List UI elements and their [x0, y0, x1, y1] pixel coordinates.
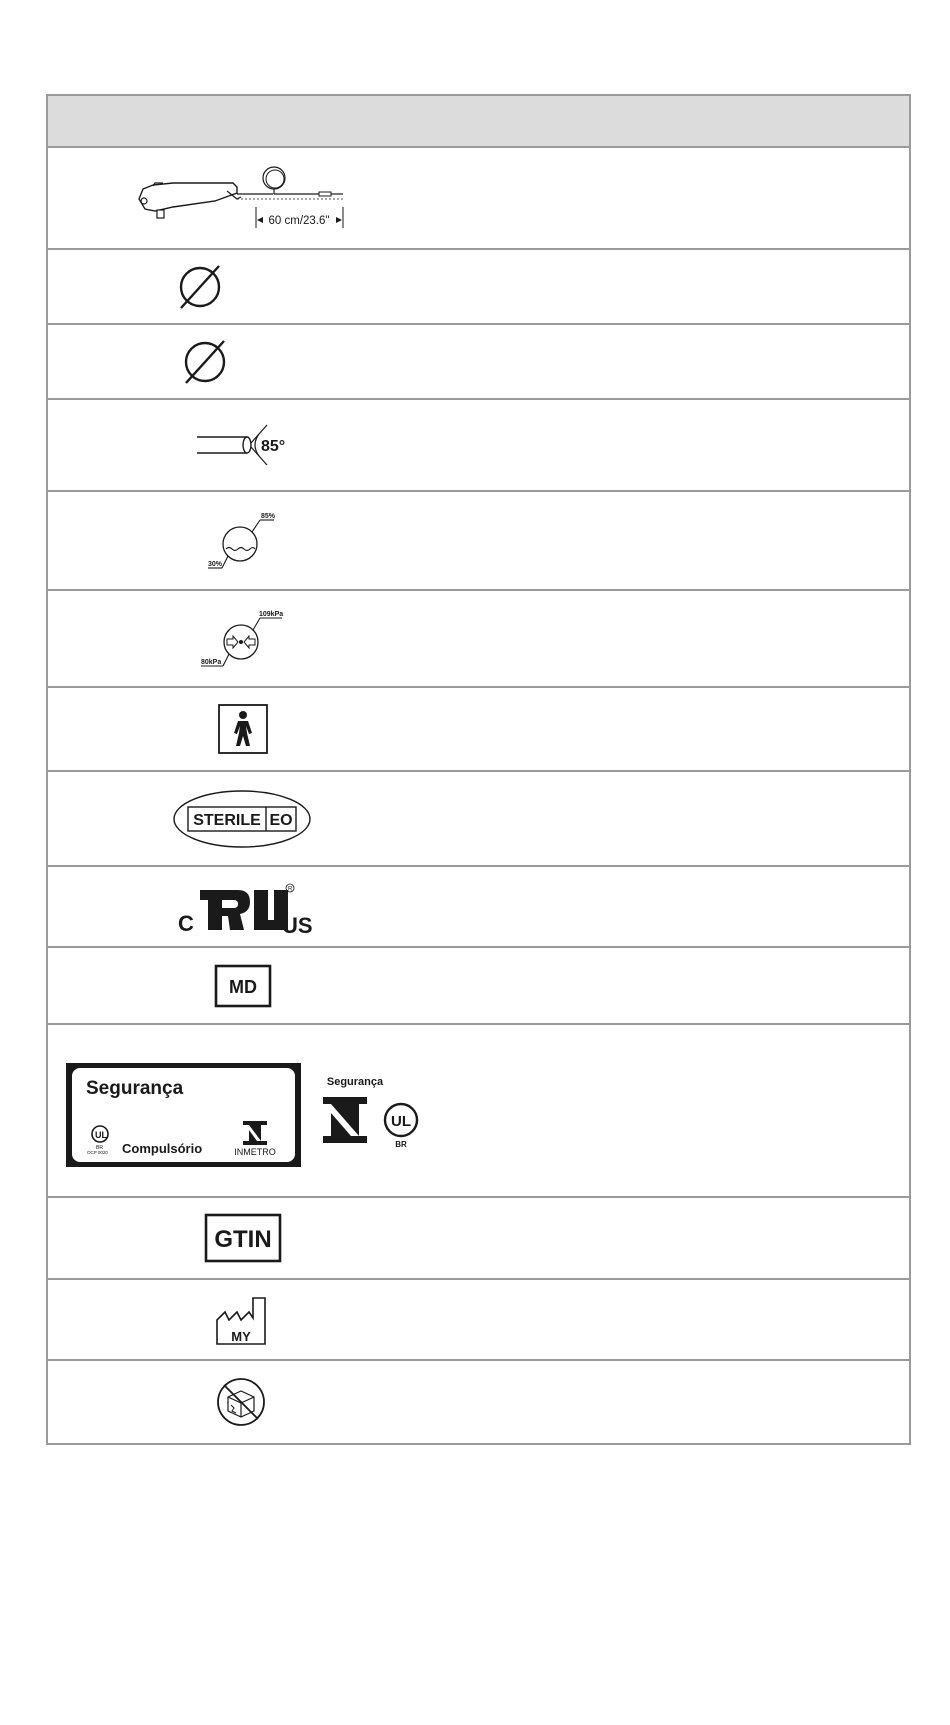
table-row — [48, 146, 909, 248]
table-row — [48, 865, 909, 946]
do-not-use-if-package-damaged-icon — [214, 1361, 268, 1443]
svg-text:OCP 0020: OCP 0020 — [87, 1149, 108, 1155]
handpiece-cable-length-icon — [133, 148, 363, 248]
cul-us-label: US — [282, 912, 313, 938]
symbols-table — [46, 94, 911, 1445]
table-header — [48, 96, 909, 146]
cul-us-mark-icon — [178, 867, 313, 946]
md-label: MD — [229, 976, 257, 997]
table-row — [48, 1359, 909, 1443]
country-code-label: MY — [231, 1328, 251, 1344]
table-row — [48, 398, 909, 490]
inmetro-mark-icon — [65, 1025, 425, 1196]
cul-c-label: C — [178, 910, 194, 936]
view-angle-icon — [195, 400, 295, 490]
table-row — [48, 1196, 909, 1278]
table-row — [48, 490, 909, 589]
cable-length-label: 60 cm/23.6" — [268, 215, 330, 227]
humidity-limit-icon — [208, 492, 288, 589]
gtin-icon — [203, 1198, 283, 1278]
eo-label: EO — [269, 811, 293, 829]
view-angle-label: 85° — [261, 438, 286, 455]
svg-text:UL: UL — [95, 1129, 107, 1140]
table-row — [48, 323, 909, 398]
humidity-lower-label: 30% — [208, 560, 223, 568]
table-row — [48, 589, 909, 686]
table-row — [48, 946, 909, 1023]
table-row — [48, 1023, 909, 1196]
table-row — [48, 248, 909, 323]
gtin-label: GTIN — [214, 1226, 272, 1253]
seguranca-small-title: Segurança — [326, 1075, 384, 1088]
type-bf-applied-part-icon — [216, 688, 270, 770]
pressure-lower-label: 80kPa — [201, 658, 222, 666]
svg-text:UL: UL — [391, 1112, 411, 1130]
table-row — [48, 686, 909, 770]
diameter-icon — [175, 250, 225, 323]
table-row — [48, 1278, 909, 1359]
table-row — [48, 770, 909, 865]
sterile-label: STERILE — [193, 811, 261, 829]
sterile-eo-icon — [172, 772, 312, 865]
country-of-manufacture-icon — [213, 1280, 273, 1359]
diameter-icon — [180, 325, 230, 398]
humidity-upper-label: 85% — [261, 512, 276, 520]
medical-device-icon — [213, 948, 273, 1023]
seguranca-title: Segurança — [86, 1077, 184, 1099]
pressure-limit-icon — [200, 591, 290, 686]
pressure-upper-label: 109kPa — [259, 610, 284, 618]
ul-br-label: BR — [395, 1139, 407, 1149]
svg-text:BR: BR — [96, 1144, 103, 1151]
inmetro-label: INMETRO — [234, 1146, 276, 1157]
compulsorio-label: Compulsório — [122, 1140, 203, 1156]
svg-text:R: R — [288, 886, 293, 892]
